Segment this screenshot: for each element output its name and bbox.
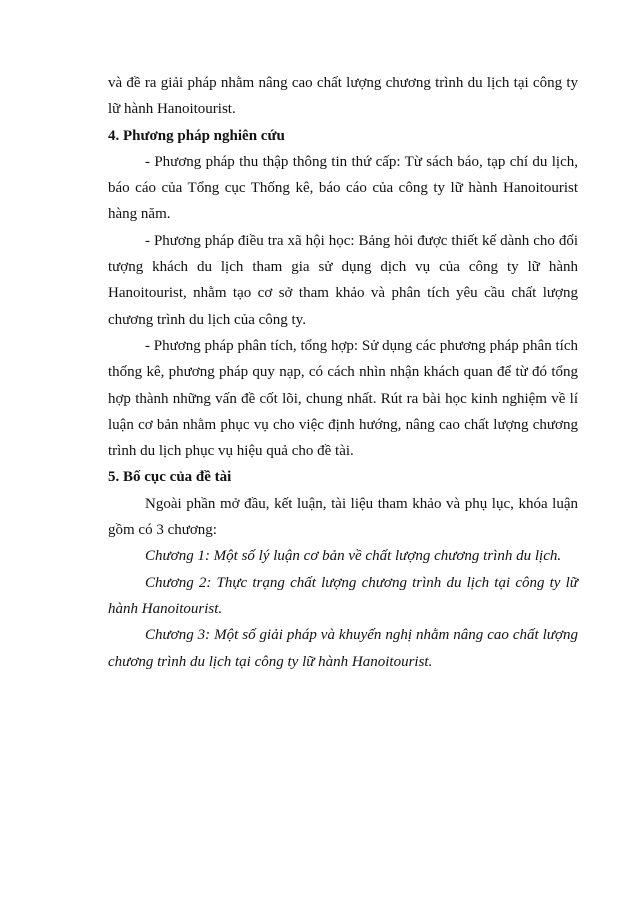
section-heading-methods: 4. Phương pháp nghiên cứu [108, 127, 285, 144]
intro-paragraph: và đề ra giải pháp nhằm nâng cao chất lượng chương trình du lịch tại công ty lữ hành Hanoitourist. [108, 75, 578, 118]
document-page [108, 70, 578, 675]
method-paragraph-survey: - Phương pháp điều tra xã hội học: Bảng hỏi được thiết kế dành cho đối tượng khách du lịch tham gia sử dụng dịch vụ của công ty lữ hành Hanoitourist, nhằm tạo cơ sở tham khảo và phân tích yêu cầu chất lượng chương trình du lịch của công ty. [108, 232, 578, 328]
chapter-3-item: Chương 3: Một số giải pháp và khuyến nghị nhằm nâng cao chất lượng chương trình du lịch tại công ty lữ hành Hanoitourist. [108, 627, 578, 670]
section-heading-structure: 5. Bố cục của đề tài [108, 469, 232, 486]
chapter-1-item: Chương 1: Một số lý luận cơ bản về chất lượng chương trình du lịch. [145, 548, 562, 565]
method-paragraph-analysis: - Phương pháp phân tích, tổng hợp: Sử dụng các phương pháp phân tích thống kê, phương pháp quy nạp, có cách nhìn nhận khách quan để từ đó tổng hợp thành những vấn đề cốt lõi, chung nhất. Rút ra bài học kinh nghiệm về lí luận cơ bản nhằm phục vụ cho việc định hướng, nâng cao chất lượng chương trình du lịch phục vụ hiệu quả cho đề tài. [108, 337, 578, 460]
structure-paragraph: Ngoài phần mở đầu, kết luận, tài liệu tham khảo và phụ lục, khóa luận gồm có 3 chương: [108, 495, 578, 539]
chapter-2-item: Chương 2: Thực trạng chất lượng chương trình du lịch tại công ty lữ hành Hanoitourist. [108, 574, 578, 617]
method-paragraph-secondary-data: - Phương pháp thu thập thông tin thứ cấp: Từ sách báo, tạp chí du lịch, báo cáo của Tổng cục Thống kê, báo cáo của công ty lữ hành Hanoitourist hàng năm. [108, 153, 578, 223]
